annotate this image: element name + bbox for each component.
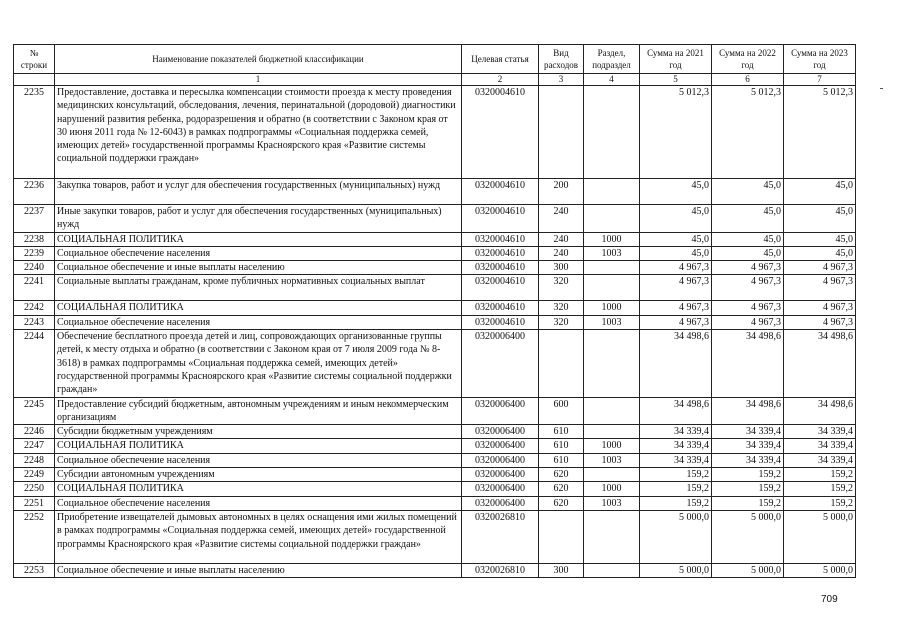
row-expense-type: 610 (539, 453, 584, 467)
row-number: 2239 (14, 246, 55, 260)
row-section (584, 275, 640, 301)
row-sum-2021: 34 339,4 (640, 439, 712, 453)
row-sum-2022: 4 967,3 (712, 301, 784, 315)
row-sum-2023: 5 000,0 (784, 563, 856, 577)
row-name: Социальное обеспечение и иные выплаты населению (55, 563, 462, 577)
table-row (14, 397, 856, 425)
header-row (14, 45, 856, 74)
page-number: 709 (821, 594, 838, 605)
table-row (14, 86, 856, 179)
row-name: СОЦИАЛЬНАЯ ПОЛИТИКА (55, 439, 462, 453)
row-number: 2246 (14, 425, 55, 439)
row-sum-2022: 5 012,3 (712, 86, 784, 179)
table-row (14, 330, 856, 397)
row-number: 2236 (14, 179, 55, 205)
header-expense-type: Вид расходов (539, 45, 584, 74)
row-sum-2022: 159,2 (712, 468, 784, 482)
row-sum-2023: 34 339,4 (784, 425, 856, 439)
row-sum-2021: 34 339,4 (640, 425, 712, 439)
row-expense-type: 620 (539, 496, 584, 510)
row-sum-2021: 5 000,0 (640, 563, 712, 577)
row-target-article: 0320006400 (462, 425, 539, 439)
row-target-article: 0320004610 (462, 315, 539, 329)
row-name: Социальное обеспечение населения (55, 315, 462, 329)
row-expense-type: 620 (539, 482, 584, 496)
row-sum-2021: 34 498,6 (640, 397, 712, 425)
row-section (584, 397, 640, 425)
row-target-article: 0320004610 (462, 301, 539, 315)
row-expense-type (539, 86, 584, 179)
row-sum-2023: 45,0 (784, 205, 856, 233)
row-number: 2238 (14, 232, 55, 246)
column-number: 2 (462, 74, 539, 86)
table-row (14, 425, 856, 439)
row-expense-type: 320 (539, 315, 584, 329)
row-name: Предоставление субсидий бюджетным, автономным учреждениям и иным некоммерческим организациям (55, 397, 462, 425)
table-row (14, 205, 856, 233)
row-name: Социальное обеспечение населения (55, 246, 462, 260)
row-sum-2023: 159,2 (784, 468, 856, 482)
row-number: 2245 (14, 397, 55, 425)
row-name: Предоставление, доставка и пересылка компенсации стоимости проезда к месту проведения медицинских консультаций, обследования, лечения, перинатальной (дородовой) диагностики нарушений развития ребенка, родоразрешения и обратно (в соответствии с Законом края от 30 июня 2011 года № 12-6043) в рамках подпрограммы «Социальная поддержка семей, имеющих детей» государственной программы Красноярского края «Развитие системы социальной поддержки граждан» (55, 86, 462, 179)
table-row (14, 261, 856, 275)
header-row-number: № строки (14, 45, 55, 74)
row-number: 2243 (14, 315, 55, 329)
row-target-article: 0320026810 (462, 563, 539, 577)
row-sum-2023: 159,2 (784, 482, 856, 496)
table-row (14, 179, 856, 205)
row-target-article: 0320004610 (462, 232, 539, 246)
row-sum-2023: 45,0 (784, 246, 856, 260)
row-expense-type: 320 (539, 301, 584, 315)
row-target-article: 0320004610 (462, 261, 539, 275)
row-sum-2022: 34 339,4 (712, 425, 784, 439)
row-sum-2023: 4 967,3 (784, 261, 856, 275)
row-number: 2253 (14, 563, 55, 577)
column-number-row (14, 74, 856, 86)
header-sum-2022: Сумма на 2022 год (712, 45, 784, 74)
row-expense-type: 600 (539, 397, 584, 425)
row-sum-2022: 45,0 (712, 246, 784, 260)
scan-mark (880, 88, 883, 89)
row-section (584, 261, 640, 275)
row-expense-type: 610 (539, 439, 584, 453)
row-sum-2022: 34 339,4 (712, 453, 784, 467)
row-sum-2022: 45,0 (712, 179, 784, 205)
row-sum-2022: 34 339,4 (712, 439, 784, 453)
row-sum-2022: 5 000,0 (712, 510, 784, 563)
row-section: 1003 (584, 315, 640, 329)
row-number: 2252 (14, 510, 55, 563)
header-sum-2021: Сумма на 2021 год (640, 45, 712, 74)
row-name: СОЦИАЛЬНАЯ ПОЛИТИКА (55, 232, 462, 246)
column-number: 6 (712, 74, 784, 86)
row-name: Иные закупки товаров, работ и услуг для обеспечения государственных (муниципальных) нужд (55, 205, 462, 233)
column-number: 1 (55, 74, 462, 86)
row-expense-type: 240 (539, 205, 584, 233)
row-section (584, 205, 640, 233)
row-number: 2248 (14, 453, 55, 467)
row-sum-2023: 34 498,6 (784, 330, 856, 397)
row-sum-2022: 45,0 (712, 232, 784, 246)
row-sum-2023: 4 967,3 (784, 275, 856, 301)
table-row (14, 563, 856, 577)
row-sum-2021: 4 967,3 (640, 301, 712, 315)
row-sum-2023: 5 012,3 (784, 86, 856, 179)
row-section (584, 179, 640, 205)
row-name: Социальные выплаты гражданам, кроме публичных нормативных социальных выплат (55, 275, 462, 301)
row-name: Закупка товаров, работ и услуг для обеспечения государственных (муниципальных) нужд (55, 179, 462, 205)
row-name: Субсидии автономным учреждениям (55, 468, 462, 482)
row-expense-type: 320 (539, 275, 584, 301)
table-row (14, 468, 856, 482)
row-sum-2021: 5 012,3 (640, 86, 712, 179)
row-sum-2022: 159,2 (712, 482, 784, 496)
row-sum-2021: 45,0 (640, 232, 712, 246)
row-section (584, 510, 640, 563)
row-target-article: 0320004610 (462, 205, 539, 233)
row-expense-type: 300 (539, 563, 584, 577)
row-sum-2022: 45,0 (712, 205, 784, 233)
header-target-article: Целевая статья (462, 45, 539, 74)
row-section: 1000 (584, 301, 640, 315)
budget-table (13, 44, 856, 578)
row-target-article: 0320004610 (462, 179, 539, 205)
table-row (14, 453, 856, 467)
row-section (584, 425, 640, 439)
row-sum-2022: 34 498,6 (712, 330, 784, 397)
row-sum-2023: 5 000,0 (784, 510, 856, 563)
column-number (14, 74, 55, 86)
row-sum-2021: 4 967,3 (640, 261, 712, 275)
row-section (584, 330, 640, 397)
row-sum-2021: 45,0 (640, 205, 712, 233)
row-section: 1000 (584, 482, 640, 496)
row-expense-type: 200 (539, 179, 584, 205)
header-section: Раздел, подраздел (584, 45, 640, 74)
table-row (14, 301, 856, 315)
row-section: 1000 (584, 232, 640, 246)
table-row (14, 482, 856, 496)
row-target-article: 0320006400 (462, 397, 539, 425)
row-section: 1003 (584, 246, 640, 260)
column-number: 4 (584, 74, 640, 86)
row-name: Социальное обеспечение и иные выплаты населению (55, 261, 462, 275)
table-row (14, 315, 856, 329)
row-sum-2023: 45,0 (784, 179, 856, 205)
row-sum-2022: 34 498,6 (712, 397, 784, 425)
row-section (584, 563, 640, 577)
row-sum-2023: 4 967,3 (784, 315, 856, 329)
row-name: СОЦИАЛЬНАЯ ПОЛИТИКА (55, 482, 462, 496)
row-number: 2241 (14, 275, 55, 301)
column-number: 5 (640, 74, 712, 86)
row-sum-2021: 5 000,0 (640, 510, 712, 563)
row-sum-2023: 34 498,6 (784, 397, 856, 425)
row-sum-2021: 45,0 (640, 246, 712, 260)
row-target-article: 0320006400 (462, 453, 539, 467)
row-target-article: 0320006400 (462, 439, 539, 453)
row-name: Социальное обеспечение населения (55, 496, 462, 510)
row-section (584, 468, 640, 482)
row-target-article: 0320026810 (462, 510, 539, 563)
row-number: 2249 (14, 468, 55, 482)
row-sum-2023: 45,0 (784, 232, 856, 246)
row-sum-2021: 159,2 (640, 468, 712, 482)
table-row (14, 232, 856, 246)
row-number: 2247 (14, 439, 55, 453)
row-sum-2022: 4 967,3 (712, 261, 784, 275)
row-expense-type: 300 (539, 261, 584, 275)
column-number: 7 (784, 74, 856, 86)
row-sum-2021: 4 967,3 (640, 315, 712, 329)
row-number: 2250 (14, 482, 55, 496)
row-sum-2023: 34 339,4 (784, 453, 856, 467)
row-sum-2022: 4 967,3 (712, 315, 784, 329)
row-sum-2021: 34 498,6 (640, 330, 712, 397)
row-sum-2021: 159,2 (640, 496, 712, 510)
row-sum-2023: 4 967,3 (784, 301, 856, 315)
row-number: 2251 (14, 496, 55, 510)
row-sum-2023: 34 339,4 (784, 439, 856, 453)
row-sum-2022: 4 967,3 (712, 275, 784, 301)
row-expense-type: 240 (539, 232, 584, 246)
row-sum-2021: 159,2 (640, 482, 712, 496)
row-target-article: 0320004610 (462, 86, 539, 179)
row-expense-type: 620 (539, 468, 584, 482)
row-target-article: 0320004610 (462, 246, 539, 260)
row-number: 2240 (14, 261, 55, 275)
row-name: Субсидии бюджетным учреждениям (55, 425, 462, 439)
row-name: Обеспечение бесплатного проезда детей и лиц, сопровождающих организованные группы детей, к месту отдыха и обратно (в соответствии с Законом края от 7 июля 2009 года № 8-3618) в рамках подпрограммы «Социальная поддержка семей, имеющих детей» государственной программы Красноярского края «Развитие системы социальной поддержки граждан» (55, 330, 462, 397)
row-section: 1003 (584, 453, 640, 467)
row-sum-2023: 159,2 (784, 496, 856, 510)
header-sum-2023: Сумма на 2023 год (784, 45, 856, 74)
row-name: СОЦИАЛЬНАЯ ПОЛИТИКА (55, 301, 462, 315)
row-expense-type: 610 (539, 425, 584, 439)
row-target-article: 0320006400 (462, 468, 539, 482)
row-sum-2022: 159,2 (712, 496, 784, 510)
row-target-article: 0320006400 (462, 330, 539, 397)
row-section (584, 86, 640, 179)
row-expense-type: 240 (539, 246, 584, 260)
row-target-article: 0320006400 (462, 496, 539, 510)
row-sum-2021: 45,0 (640, 179, 712, 205)
row-target-article: 0320004610 (462, 275, 539, 301)
table-row (14, 510, 856, 563)
table-row (14, 496, 856, 510)
column-number: 3 (539, 74, 584, 86)
table-row (14, 246, 856, 260)
row-section: 1003 (584, 496, 640, 510)
row-target-article: 0320006400 (462, 482, 539, 496)
table-row (14, 275, 856, 301)
row-name: Приобретение извещателей дымовых автономных в целях оснащения ими жилых помещений в рамках подпрограммы «Социальная поддержка семей, имеющих детей» государственной программы Красноярского края «Развитие системы социальной поддержки граждан» (55, 510, 462, 563)
row-number: 2242 (14, 301, 55, 315)
row-expense-type (539, 510, 584, 563)
row-number: 2235 (14, 86, 55, 179)
row-sum-2021: 4 967,3 (640, 275, 712, 301)
row-number: 2244 (14, 330, 55, 397)
row-name: Социальное обеспечение населения (55, 453, 462, 467)
row-sum-2021: 34 339,4 (640, 453, 712, 467)
row-section: 1000 (584, 439, 640, 453)
row-expense-type (539, 330, 584, 397)
header-name: Наименование показателей бюджетной классификации (55, 45, 462, 74)
table-row (14, 439, 856, 453)
row-sum-2022: 5 000,0 (712, 563, 784, 577)
row-number: 2237 (14, 205, 55, 233)
